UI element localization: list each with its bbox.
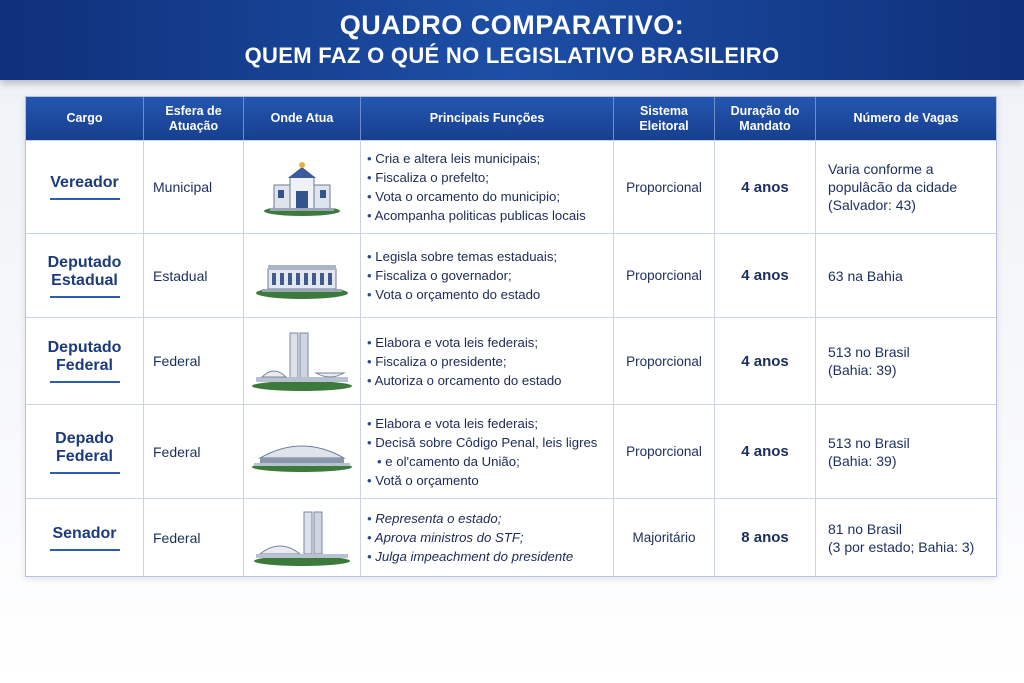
list-item: • Cria e altera leis municipais;	[367, 149, 586, 168]
esfera-cell: Estadual	[144, 234, 244, 317]
funcoes-cell	[361, 318, 614, 404]
vagas-line: populâcão da cidade	[828, 179, 958, 195]
table-row	[26, 140, 996, 233]
duracao-cell: 4 anos	[715, 234, 816, 317]
page-header	[0, 0, 1024, 80]
sistema-cell: Proporcional	[614, 141, 715, 233]
sistema-cell: Proporcional	[614, 318, 715, 404]
vagas-line: (3 por estado; Bahia: 3)	[828, 538, 975, 555]
cargo-label: Deputado Federal	[47, 339, 122, 374]
header-sistema: Sistema Eleitoral	[614, 97, 715, 140]
table-row	[26, 317, 996, 404]
national-congress-icon	[244, 318, 361, 404]
vagas-line: Varia conforme a	[828, 161, 934, 177]
cargo-underline	[50, 296, 120, 298]
vagas-cell	[816, 141, 996, 233]
table-row	[26, 498, 996, 576]
list-item: • Vota o orçamento do estado	[367, 285, 557, 304]
esfera-cell: Federal	[144, 405, 244, 498]
list-item: • Fiscaliza o governador;	[367, 266, 557, 285]
duracao-cell: 4 anos	[715, 141, 816, 233]
funcoes-cell	[361, 405, 614, 498]
chamber-dome-icon	[244, 405, 361, 498]
senate-building-icon	[244, 499, 361, 576]
vagas-line: 513 no Brasil	[828, 434, 910, 451]
table-row	[26, 404, 996, 498]
list-item: • Fiscaliza o presidente;	[367, 352, 562, 371]
list-item: • Aprova ministros do STF;	[367, 528, 573, 547]
list-item: • Vota o orcamento do municipio;	[367, 187, 586, 206]
header-vagas: Número de Vagas	[853, 111, 959, 125]
list-item: • Autoriza o orcamento do estado	[367, 371, 562, 390]
header-cargo: Cargo	[26, 97, 144, 140]
cargo-label: Vereador	[50, 174, 119, 191]
vagas-line: (Bahia: 39)	[828, 362, 897, 378]
title-line-1: QUADRO COMPARATIVO:	[339, 10, 685, 40]
header-duracao: Duração do Mandato	[715, 97, 816, 140]
cargo-cell	[26, 499, 144, 576]
list-item: • Elabora e vota leis federais;	[367, 414, 597, 433]
list-item: • Decisă sobre Côdigo Penal, leis ligres	[367, 433, 597, 452]
vagas-cell	[816, 405, 996, 498]
vagas-line: 513 no Brasil	[828, 344, 910, 360]
table-row	[26, 233, 996, 317]
funcoes-cell	[361, 499, 614, 576]
list-item: • Fiscaliza o prefelto;	[367, 168, 586, 187]
list-item: • Acompanha politicas publicas locais	[367, 206, 586, 225]
cargo-underline	[50, 198, 120, 200]
esfera-cell: Federal	[144, 318, 244, 404]
cargo-label: Senador	[52, 524, 117, 542]
funcoes-list	[367, 247, 557, 304]
esfera-cell: Federal	[144, 499, 244, 576]
table-header-row	[26, 97, 996, 140]
duracao-cell: 4 anos	[715, 405, 816, 498]
funcoes-cell	[361, 234, 614, 317]
list-item: • Julga impeachment do presidente	[367, 547, 573, 566]
header-funcoes: Principais Funções	[361, 97, 614, 140]
vagas-cell	[816, 499, 996, 576]
vagas-line: (Bahia: 39)	[828, 452, 897, 469]
sistema-cell: Majoritário	[614, 499, 715, 576]
vagas-line: 63 na Bahia	[828, 267, 903, 284]
cargo-cell	[26, 141, 144, 233]
funcoes-list	[367, 509, 573, 566]
list-item: • Legisla sobre temas estaduais;	[367, 247, 557, 266]
esfera-cell: Municipal	[144, 141, 244, 233]
list-item: • Elabora e vota leis federais;	[367, 333, 562, 352]
comparison-table	[25, 96, 997, 577]
cargo-underline	[50, 549, 120, 551]
cargo-underline	[50, 472, 120, 474]
state-assembly-icon	[244, 234, 361, 317]
cargo-cell	[26, 234, 144, 317]
list-item: • Representa o estado;	[367, 509, 573, 528]
vagas-line: (Salvador: 43)	[828, 197, 916, 213]
duracao-cell: 8 anos	[715, 499, 816, 576]
list-item: • Votă o orçamento	[367, 471, 597, 490]
funcoes-list	[367, 414, 597, 490]
header-onde-atua: Onde Atua	[244, 97, 361, 140]
vagas-cell	[816, 318, 996, 404]
cargo-cell	[26, 405, 144, 498]
vagas-line: 81 no Brasil	[828, 520, 902, 537]
cargo-label: Depado Federal	[55, 429, 114, 465]
sistema-cell: Proporcional	[614, 405, 715, 498]
cargo-cell	[26, 318, 144, 404]
title-line-2: QUEM FAZ O QUÉ NO LEGISLATIVO BRASILEIRO	[244, 43, 780, 68]
cargo-underline	[50, 381, 120, 383]
cargo-label: Deputado Estadual	[47, 253, 122, 289]
duracao-cell: 4 anos	[715, 318, 816, 404]
funcoes-list	[367, 333, 562, 390]
sistema-cell: Proporcional	[614, 234, 715, 317]
vagas-cell	[816, 234, 996, 317]
list-item: • e ol'camento da União;	[367, 452, 597, 471]
funcoes-cell	[361, 141, 614, 233]
funcoes-list	[367, 149, 586, 225]
city-hall-icon	[244, 141, 361, 233]
header-esfera: Esfera de Atuação	[144, 97, 244, 140]
